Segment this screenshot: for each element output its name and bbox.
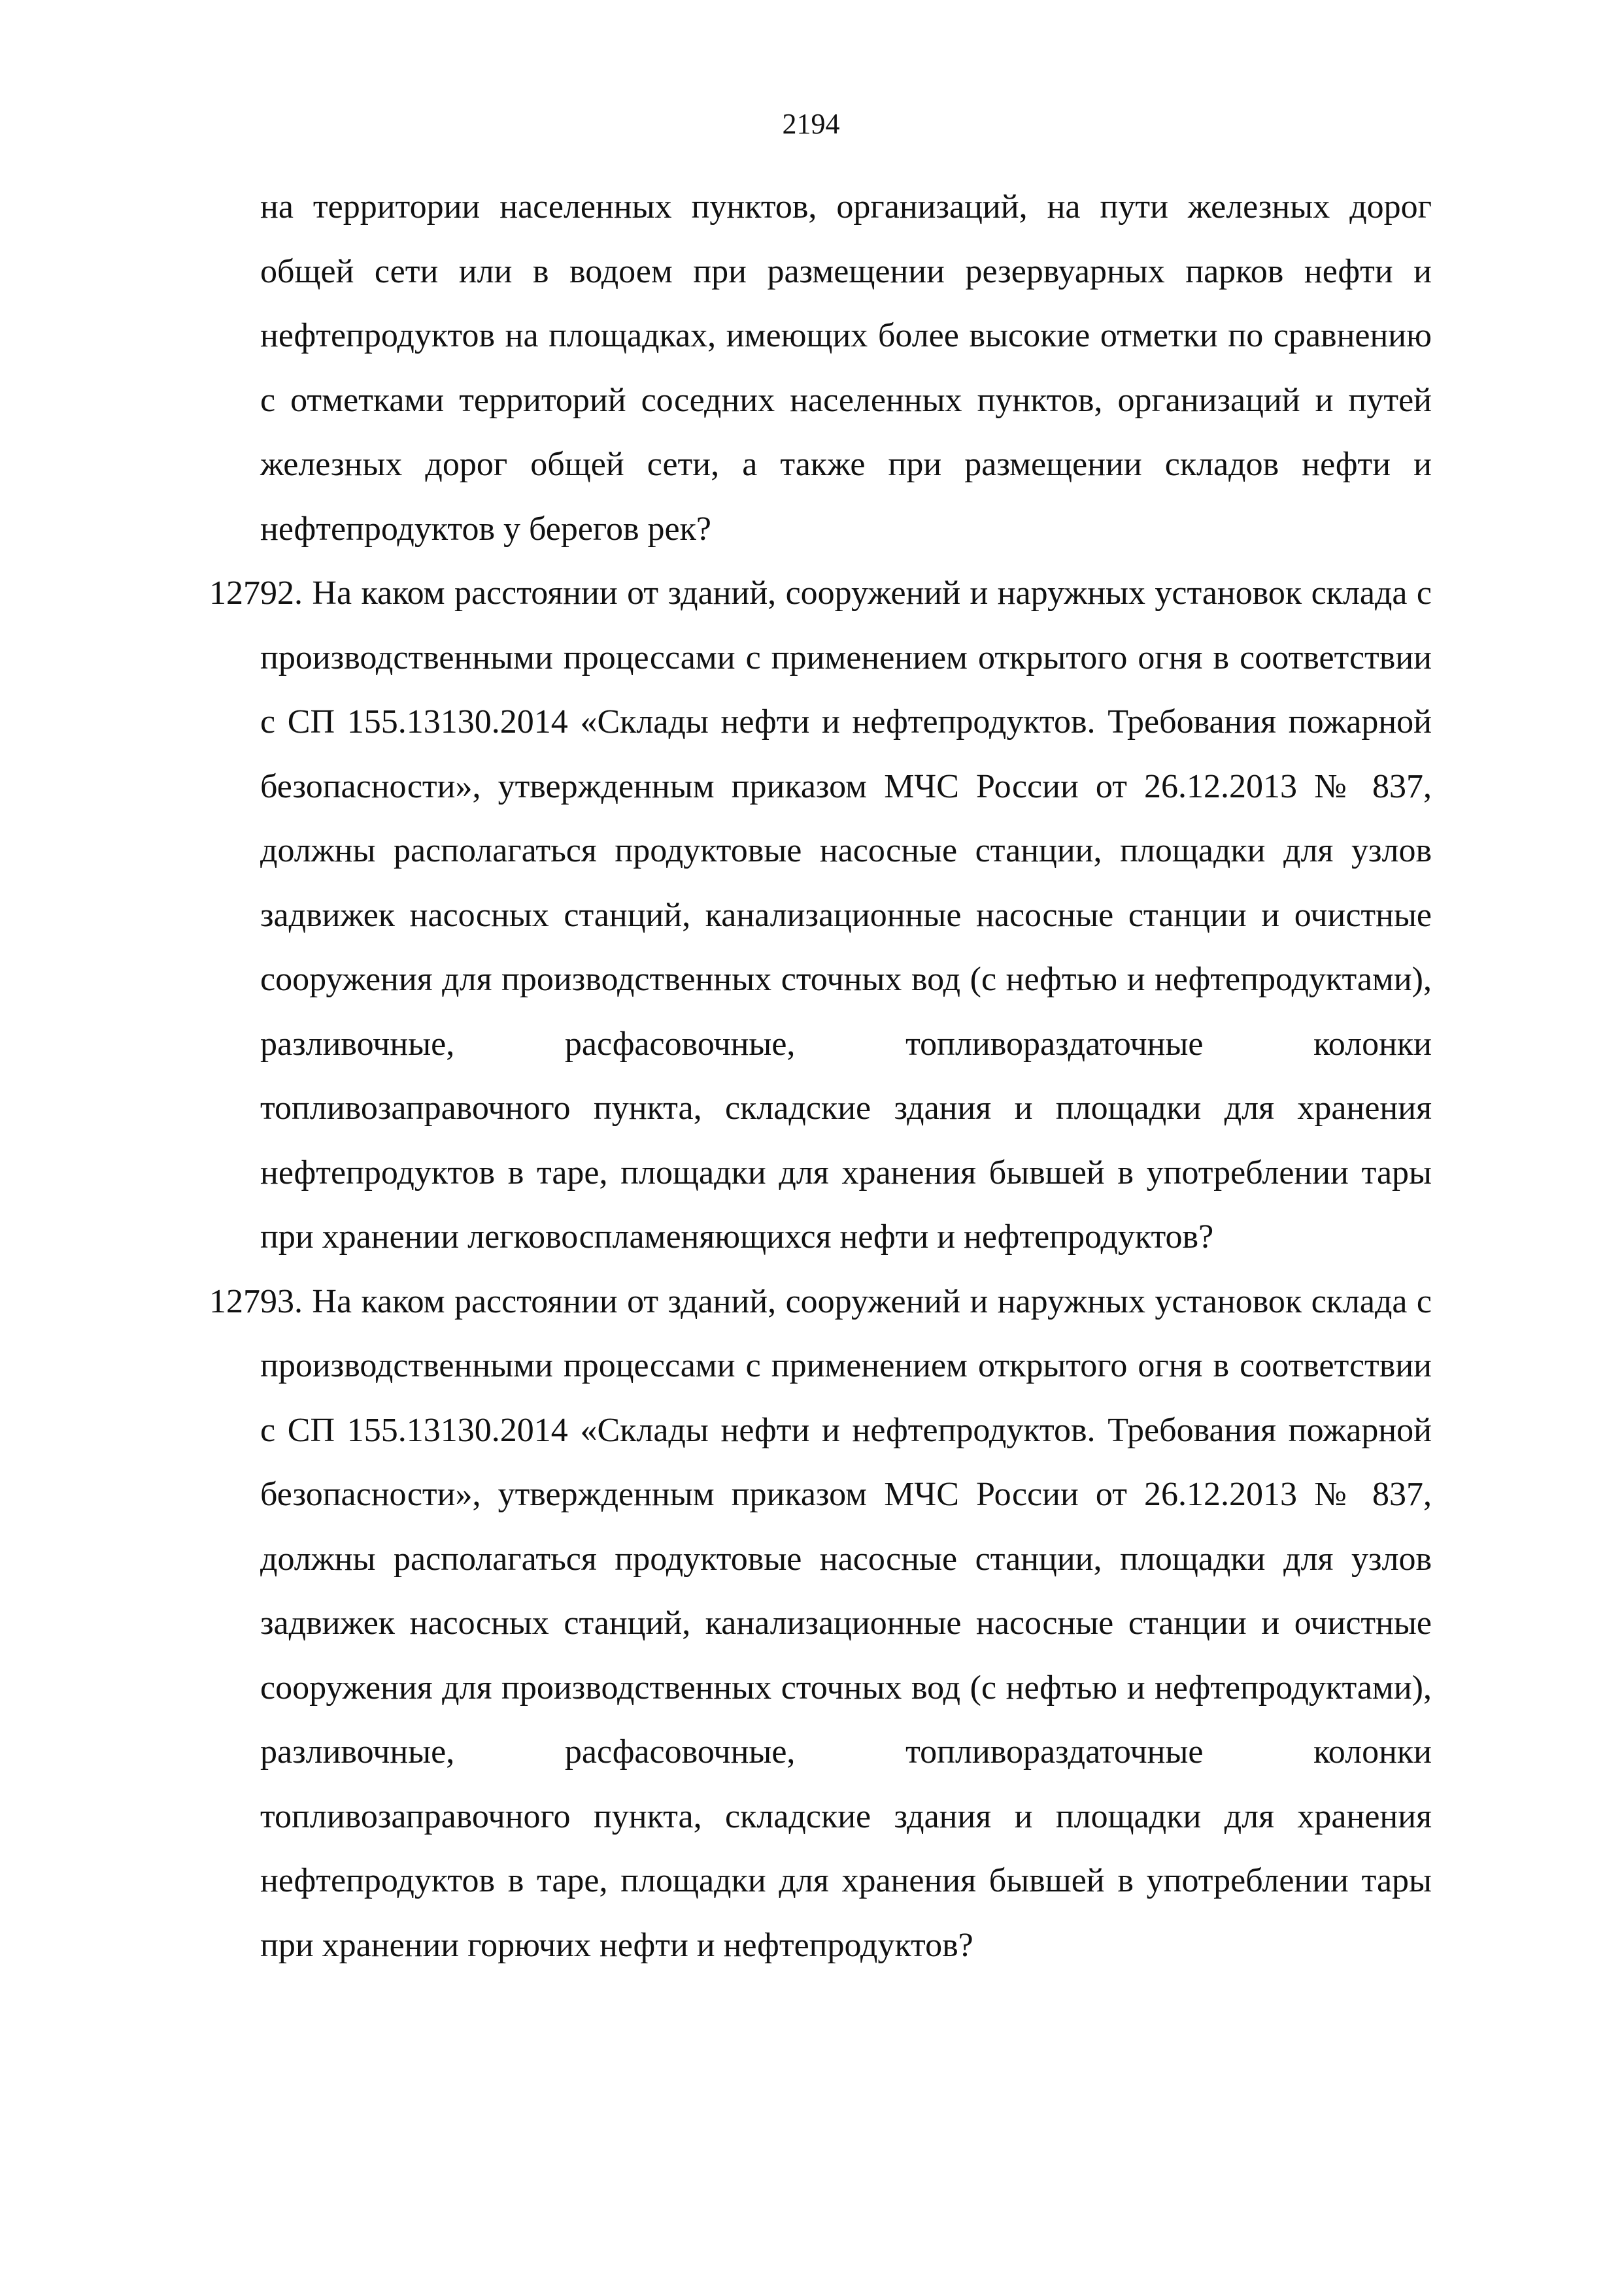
question-12793: [209, 1270, 1432, 1978]
continuation-paragraph: на территории населенных пунктов, организаций, на пути железных дорог общей сети или в водоем при размещении резервуарных парков нефти и нефтепродуктов на площадках, имеющих более высокие отметки по сравнению с отметками территорий соседних населенных пунктов, организаций и путей железных дорог общей сети, а также при размещении складов нефти и нефтепродуктов у берегов рек?: [260, 188, 1432, 548]
page-number: 2194: [782, 108, 840, 140]
question-12792: [209, 561, 1432, 1270]
question-number: 12792.: [209, 574, 303, 612]
question-number: 12793.: [209, 1282, 303, 1320]
document-body: [209, 175, 1432, 1978]
question-text: На каком расстоянии от зданий, сооружений и наружных установок склада с производственными процессами с применением открытого огня в соответствии с СП 155.13130.2014 «Склады нефти и нефтепродуктов. Требования пожарной безопасности», утвержденным приказом МЧС России от 26.12.2013 № 837, должны располагаться продуктовые насосные станции, площадки для узлов задвижек насосных станций, канализационные насосные станции и очистные сооружения для производственных сточных вод (с нефтью и нефтепродуктами), разливочные, расфасовочные, топливораздаточные колонки топливозаправочного пункта, складские здания и площадки для хранения нефтепродуктов в таре, площадки для хранения бывшей в употреблении тары при хранении горючих нефти и нефтепродуктов?: [260, 1282, 1432, 1964]
question-text: На каком расстоянии от зданий, сооружений и наружных установок склада с производственными процессами с применением открытого огня в соответствии с СП 155.13130.2014 «Склады нефти и нефтепродуктов. Требования пожарной безопасности», утвержденным приказом МЧС России от 26.12.2013 № 837, должны располагаться продуктовые насосные станции, площадки для узлов задвижек насосных станций, канализационные насосные станции и очистные сооружения для производственных сточных вод (с нефтью и нефтепродуктами), разливочные, расфасовочные, топливораздаточные колонки топливозаправочного пункта, складские здания и площадки для хранения нефтепродуктов в таре, площадки для хранения бывшей в употреблении тары при хранении легковоспламеняющихся нефти и нефтепродуктов?: [260, 574, 1432, 1256]
